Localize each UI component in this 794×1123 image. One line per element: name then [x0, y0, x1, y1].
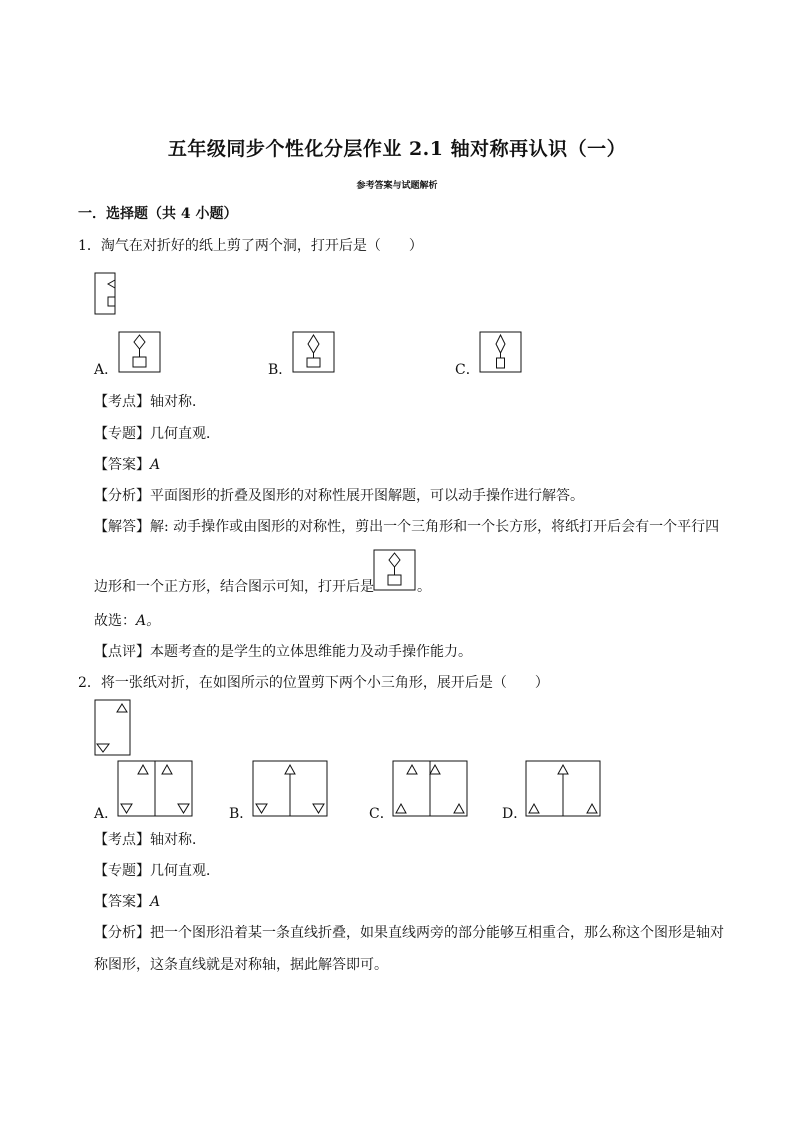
q1-option-b-figure[interactable] — [292, 331, 336, 373]
q1-option-a-figure[interactable] — [118, 331, 162, 373]
q1-solution-answer-figure — [373, 549, 417, 591]
q1-option-c-label: C． — [455, 362, 480, 378]
q2-option-b-figure[interactable] — [252, 760, 330, 818]
q2-option-d-figure[interactable] — [525, 760, 603, 818]
q1-solution-line-1: 【解答】解: 动手操作或由图形的对称性，剪出一个三角形和一个长方形，将纸打开后会有一个平行四 — [94, 519, 720, 535]
page-title: 五年级同步个性化分层作业 2.1 轴对称再认识（一） — [167, 138, 627, 160]
q2-folded-paper-figure — [94, 699, 134, 757]
q2-option-d-label: D． — [502, 806, 528, 822]
q1-solution-line-2a: 边形和一个正方形，结合图示可知，打开后是 — [94, 579, 374, 595]
q1-kaodian: 【考点】轴对称． — [94, 394, 206, 410]
q2-option-c-label: C． — [369, 806, 394, 822]
q2-stem: 2．将一张纸对折，在如图所示的位置剪下两个小三角形，展开后是（ ） — [78, 675, 549, 691]
q1-option-b-label: B． — [268, 362, 293, 378]
q2-option-b-label: B． — [229, 806, 254, 822]
q2-option-a-figure[interactable] — [117, 760, 195, 818]
q2-option-c-figure[interactable] — [392, 760, 470, 818]
q1-folded-paper-figure — [94, 272, 118, 316]
q2-answer-tag: 【答案】 — [94, 894, 150, 910]
q1-comment: 【点评】本题考查的是学生的立体思维能力及动手操作能力。 — [94, 644, 472, 660]
q1-analysis: 【分析】平面图形的折叠及图形的对称性展开图解题，可以动手操作进行解答。 — [94, 488, 584, 504]
q2-answer-value: A — [150, 894, 161, 910]
q2-zhuanti: 【专题】几何直观． — [94, 863, 220, 879]
q2-answer — [94, 893, 160, 911]
q2-analysis-line-1: 【分析】把一个图形沿着某一条直线折叠，如果直线两旁的部分能够互相重合，那么称这个图形是轴对 — [94, 925, 724, 941]
q1-zhuanti: 【专题】几何直观． — [94, 426, 220, 442]
q1-answer-tag: 【答案】 — [94, 457, 150, 473]
q2-analysis-line-2: 称图形，这条直线就是对称轴，据此解答即可。 — [94, 957, 388, 973]
q1-choice-value: A。 — [136, 613, 161, 629]
q1-answer — [94, 456, 160, 474]
q1-choice — [94, 612, 160, 630]
q1-solution-line-2b: 。 — [417, 579, 431, 595]
q1-option-c-figure[interactable] — [479, 331, 523, 373]
q1-option-a-label: A． — [94, 362, 119, 378]
q1-answer-value: A — [150, 457, 161, 473]
q2-option-a-label: A． — [94, 806, 119, 822]
q2-kaodian: 【考点】轴对称． — [94, 832, 206, 848]
q1-stem: 1．淘气在对折好的纸上剪了两个洞，打开后是（ ） — [78, 238, 423, 254]
section-heading: 一．选择题（共 4 小题） — [78, 206, 238, 222]
q1-choice-label: 故选： — [94, 613, 136, 629]
page-subtitle: 参考答案与试题解析 — [356, 181, 438, 191]
